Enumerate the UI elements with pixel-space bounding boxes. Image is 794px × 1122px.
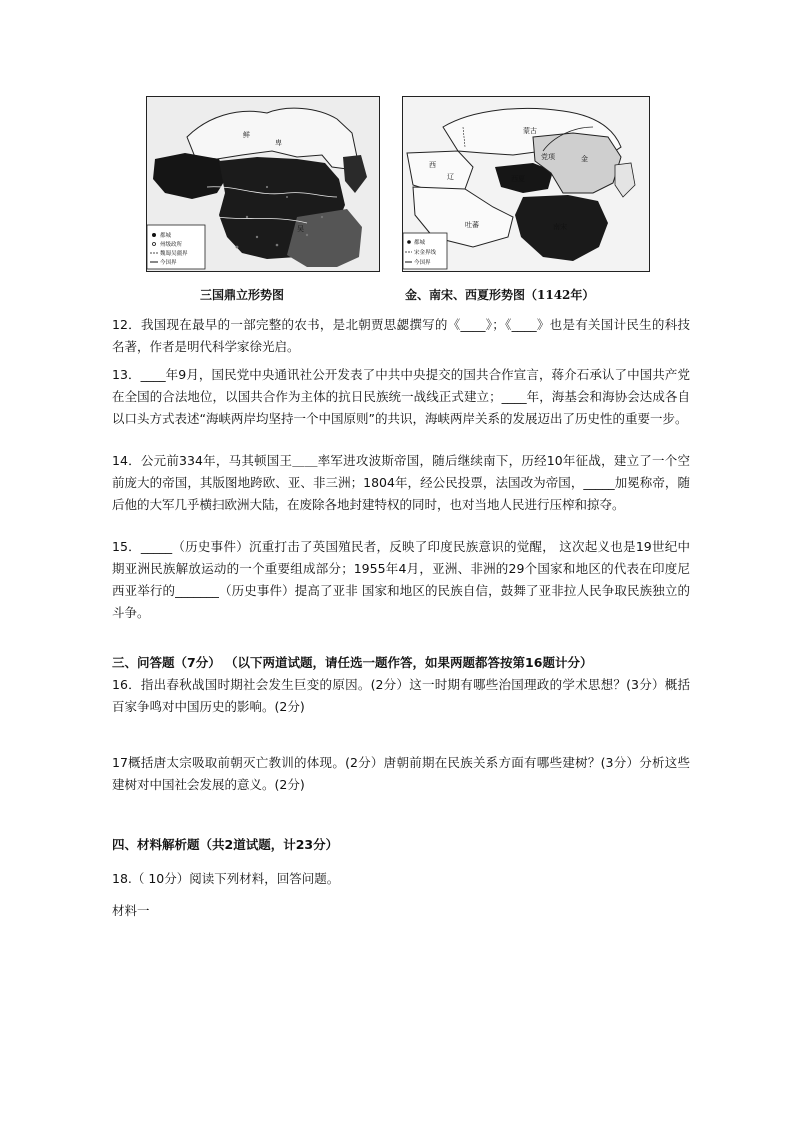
map-label-bei: 卑 [275, 139, 282, 147]
question-18: 18.（ 10分）阅读下列材料，回答问题。 [112, 871, 340, 886]
map-label-xi: 西 [429, 161, 436, 169]
map-label-jin: 金 [581, 155, 588, 163]
question-12: 12．我国现在最早的一部完整的农书，是北朝贾思勰撰写的《____》；《____》也是有关国计民生的科技名著，作者是明代科学家徐光启。 [112, 317, 690, 354]
section-3-title: 三、问答题（7分） （以下两道试题，请任选一题作答，如果两题都答按第16题计分） [112, 655, 593, 670]
section-4-title: 四、材料解析题（共2道试题，计23分） [112, 837, 339, 852]
map-label-wu: 吴 [297, 225, 304, 233]
three-kingdoms-map [146, 96, 380, 272]
legend-song-jin-border: 宋金界线 [414, 250, 437, 256]
map-label-dangxiang: 党项 [541, 153, 555, 161]
question-17: 17概括唐太宗吸取前朝灭亡教训的体现。(2分）唐朝前期在民族关系方面有哪些建树？(3分）分析这些建树对中国社会发展的意义。(2分) [112, 755, 690, 792]
map-label-nansong: 南宋 [553, 223, 567, 231]
jin-song-xia-map-drawing [403, 97, 649, 271]
three-kingdoms-map-drawing [147, 97, 379, 271]
legend-border: 魏蜀吴疆界 [160, 251, 188, 257]
left-map-caption: 三国鼎立形势图 [200, 288, 285, 302]
legend-modern-border: 今国界 [414, 260, 431, 266]
jin-song-xia-map [402, 96, 650, 272]
legend-capital: 都城 [160, 233, 172, 239]
map-label-tubo: 吐蕃 [465, 221, 479, 229]
map-legend [403, 233, 447, 269]
right-map-caption: 金、南宋、西夏形势图（1142年） [405, 288, 595, 302]
material-1-label: 材料一 [112, 903, 150, 918]
map-label-xixia: 西夏 [511, 175, 525, 183]
map-label-xian: 鲜 [243, 131, 250, 139]
question-16: 16．指出春秋战国时期社会发生巨变的原因。(2分）这一时期有哪些治国理政的学术思想？(3分）概括百家争鸣对中国历史的影响。(2分) [112, 677, 690, 714]
legend-prefecture: 州级政所 [160, 242, 183, 248]
question-13: 13．____年9月，国民党中央通讯社公开发表了中共中央提交的国共合作宣言，蒋介石承认了中国共产党在全国的合法地位，以国共合作为主体的抗日民族统一战线正式建立；____年，海基会和海协会达成各自以口头方式表述“海峡两岸均坚持一个中国原则”的共识，海峡两岸关系的发展迈出了历史性的重要一步。 [112, 367, 690, 426]
map-legend [147, 225, 205, 269]
legend-modern-border: 今国界 [160, 260, 177, 266]
map-label-liao: 辽 [447, 173, 454, 181]
map-label-menggu: 蒙古 [523, 127, 537, 135]
legend-capital: 都城 [414, 240, 426, 246]
question-15: 15．_____（历史事件）沉重打击了英国殖民者，反映了印度民族意识的觉醒， 这次起义也是19世纪中期亚洲民族解放运动的一个重要组成部分；1955年4月，亚洲、非洲的29个国家和地区的代表在印度尼西亚举行的_______（历史事件）提高了亚非 国家和地区的民族自信，鼓舞了亚非拉人民争取民族独立的斗争。 [112, 539, 690, 620]
question-14: 14．公元前334年，马其顿国王＿＿率军进攻波斯帝国，随后继续南下，历经10年征战，建立了一个空前庞大的帝国，其版图地跨欧、亚、非三洲；1804年，经公民投票，法国改为帝国，_____加冕称帝，随后他的大军几乎横扫欧洲大陆，在废除各地封建特权的同时，也对当地人民进行压榨和掠夺。 [112, 453, 690, 512]
